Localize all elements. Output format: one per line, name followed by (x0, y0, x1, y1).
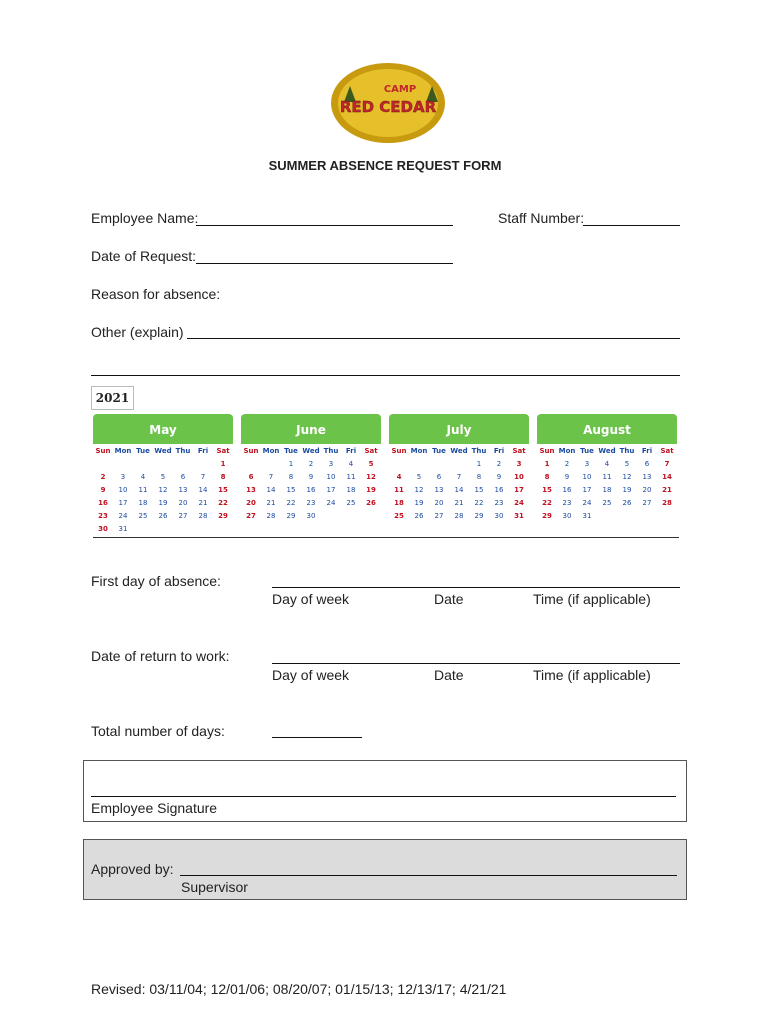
calendar-weekday: Wed (154, 447, 172, 455)
signature-label: Employee Signature (91, 800, 218, 816)
calendar-day: 21 (454, 499, 464, 507)
calendar-weekday: Thu (619, 447, 635, 455)
calendar-day: 9 (308, 473, 314, 481)
calendar-day: 10 (514, 473, 524, 481)
calendar-day: 13 (178, 486, 188, 494)
calendar-month-header: May (93, 414, 233, 444)
calendar-weekday: Wed (598, 447, 616, 455)
calendar-day: 26 (366, 499, 376, 507)
calendar-day: 8 (476, 473, 482, 481)
approved-by-field[interactable] (180, 875, 677, 876)
calendar-month-july (389, 414, 529, 523)
calendar-day: 27 (246, 512, 256, 520)
calendar-day: 22 (542, 499, 552, 507)
calendar-grid (241, 444, 381, 523)
calendar-day: 23 (494, 499, 504, 507)
return-day-day-of-week: Day of week (272, 667, 350, 683)
calendar-blank (173, 458, 193, 471)
calendar-day: 24 (582, 499, 592, 507)
approved-by-label: Approved by: (91, 861, 174, 877)
calendar-day: 11 (602, 473, 612, 481)
calendar-day: 17 (582, 486, 592, 494)
calendar-day: 29 (218, 512, 228, 520)
supervisor-label: Supervisor (181, 879, 248, 895)
calendar-day: 7 (268, 473, 274, 481)
calendar-weekday: Sat (364, 447, 378, 455)
calendar-day: 27 (434, 512, 444, 520)
calendar-day: 22 (286, 499, 296, 507)
calendar-day: 11 (346, 473, 356, 481)
calendar-day: 20 (434, 499, 444, 507)
reason-label: Reason for absence: (91, 286, 221, 302)
calendar-day: 12 (622, 473, 632, 481)
return-day-time: Time (if applicable) (533, 667, 651, 683)
calendar-day: 19 (622, 486, 632, 494)
calendar-day: 9 (100, 486, 106, 494)
calendar-day: 1 (220, 460, 226, 468)
calendar-rule (93, 537, 679, 538)
calendar-day: 27 (642, 499, 652, 507)
calendar-day: 3 (120, 473, 126, 481)
calendar-day: 26 (158, 512, 168, 520)
calendar-month-august (537, 414, 677, 523)
calendar-day: 3 (584, 460, 590, 468)
first-day-label: First day of absence: (91, 573, 221, 589)
calendar-day: 8 (288, 473, 294, 481)
calendar-day: 19 (158, 499, 168, 507)
calendar-day: 23 (306, 499, 316, 507)
calendar-weekday: Fri (493, 447, 505, 455)
calendar-weekday: Mon (558, 447, 576, 455)
calendar-blank (409, 458, 429, 471)
first-day-time: Time (if applicable) (533, 591, 651, 607)
logo-text-camp: CAMP (383, 84, 417, 95)
calendar-day: 13 (246, 486, 256, 494)
calendar-day: 30 (306, 512, 316, 520)
calendar-day: 10 (326, 473, 336, 481)
calendar-day: 9 (564, 473, 570, 481)
calendar-weekday: Thu (471, 447, 487, 455)
form-title: SUMMER ABSENCE REQUEST FORM (268, 158, 502, 173)
calendar-weekday: Sun (391, 447, 407, 455)
calendar-day: 14 (198, 486, 208, 494)
calendar-day: 22 (218, 499, 228, 507)
calendar-grid (389, 444, 529, 523)
total-days-field[interactable] (272, 737, 362, 738)
calendar-day: 28 (266, 512, 276, 520)
total-days-label: Total number of days: (91, 723, 225, 739)
other-explain-field-line2[interactable] (91, 375, 680, 376)
calendar-weekday: Thu (175, 447, 191, 455)
calendar-day: 26 (622, 499, 632, 507)
calendar-weekday: Fri (345, 447, 357, 455)
calendar-day: 28 (662, 499, 672, 507)
calendar-day: 31 (514, 512, 524, 520)
calendar-day: 31 (118, 525, 128, 533)
calendar-year: 2021 (91, 386, 134, 410)
calendar-day: 15 (286, 486, 296, 494)
calendar-day: 17 (514, 486, 524, 494)
calendar-month-header: June (241, 414, 381, 444)
calendar-day: 28 (454, 512, 464, 520)
calendar-day: 3 (328, 460, 334, 468)
calendar-month-may (93, 414, 233, 536)
calendar-day: 13 (434, 486, 444, 494)
calendar-day: 18 (394, 499, 404, 507)
calendar-day: 16 (494, 486, 504, 494)
calendar-day: 15 (542, 486, 552, 494)
calendar-day: 2 (308, 460, 314, 468)
calendar-day: 2 (496, 460, 502, 468)
calendar-grid (93, 444, 233, 536)
calendar-day: 24 (326, 499, 336, 507)
calendar-day: 6 (644, 460, 650, 468)
calendar-blank (389, 458, 409, 471)
calendar-blank (429, 458, 449, 471)
calendar-day: 30 (98, 525, 108, 533)
calendar-weekday: Tue (284, 447, 298, 455)
other-explain-label: Other (explain) (91, 324, 184, 340)
calendar-day: 25 (602, 499, 612, 507)
calendar-day: 25 (346, 499, 356, 507)
calendar-day: 6 (248, 473, 254, 481)
calendar-day: 13 (642, 473, 652, 481)
calendar-day: 9 (496, 473, 502, 481)
calendar-day: 20 (642, 486, 652, 494)
calendar-weekday: Fri (641, 447, 653, 455)
calendar-day: 27 (178, 512, 188, 520)
calendar-weekday: Sun (95, 447, 111, 455)
calendar-weekday: Mon (410, 447, 428, 455)
calendar-day: 25 (394, 512, 404, 520)
calendar-day: 23 (98, 512, 108, 520)
calendar-blank (133, 458, 153, 471)
calendar-day: 1 (544, 460, 550, 468)
calendar-day: 25 (138, 512, 148, 520)
calendar-day: 19 (366, 486, 376, 494)
employee-name-label: Employee Name: (91, 210, 199, 226)
camp-red-cedar-logo (330, 62, 446, 144)
calendar-day: 1 (476, 460, 482, 468)
calendar-weekday: Sat (660, 447, 674, 455)
calendar-weekday: Sat (512, 447, 526, 455)
calendar-day: 30 (494, 512, 504, 520)
date-of-request-field[interactable] (196, 263, 453, 264)
calendar-day: 29 (542, 512, 552, 520)
calendar-weekday: Tue (580, 447, 594, 455)
calendar-weekday: Sat (216, 447, 230, 455)
calendar-weekday: Mon (114, 447, 132, 455)
calendar-day: 14 (266, 486, 276, 494)
calendar-blank (153, 458, 173, 471)
calendar-weekday: Tue (432, 447, 446, 455)
calendar-day: 12 (414, 486, 424, 494)
calendar-day: 23 (562, 499, 572, 507)
calendar-day: 31 (582, 512, 592, 520)
staff-number-label: Staff Number: (498, 210, 585, 226)
calendar-day: 5 (624, 460, 630, 468)
calendar-day: 6 (436, 473, 442, 481)
calendar-day: 7 (664, 460, 670, 468)
calendar-day: 2 (564, 460, 570, 468)
first-day-field[interactable] (272, 587, 680, 588)
calendar-day: 21 (266, 499, 276, 507)
calendar-day: 10 (582, 473, 592, 481)
calendar-day: 17 (118, 499, 128, 507)
calendar-month-header: August (537, 414, 677, 444)
calendar-weekday: Wed (302, 447, 320, 455)
calendar-weekday: Tue (136, 447, 150, 455)
employee-name-field[interactable] (196, 225, 453, 226)
calendar-day: 12 (158, 486, 168, 494)
calendar-day: 20 (178, 499, 188, 507)
calendar-day: 30 (562, 512, 572, 520)
calendar-grid (537, 444, 677, 523)
calendar-day: 8 (220, 473, 226, 481)
calendar-day: 21 (662, 486, 672, 494)
calendar-blank (193, 458, 213, 471)
calendar-day: 4 (140, 473, 146, 481)
calendar-day: 29 (286, 512, 296, 520)
calendar-day: 24 (514, 499, 524, 507)
calendar-weekday: Mon (262, 447, 280, 455)
calendar-month-header: July (389, 414, 529, 444)
calendar-day: 12 (366, 473, 376, 481)
calendar-day: 6 (180, 473, 186, 481)
calendar-weekday: Thu (323, 447, 339, 455)
calendar-weekday: Sun (243, 447, 259, 455)
calendar-day: 19 (414, 499, 424, 507)
calendar-day: 7 (456, 473, 462, 481)
date-of-request-label: Date of Request: (91, 248, 197, 264)
calendar-day: 29 (474, 512, 484, 520)
first-day-date: Date (434, 591, 464, 607)
approval-box (83, 839, 687, 900)
calendar-day: 16 (306, 486, 316, 494)
calendar-weekday: Fri (197, 447, 209, 455)
calendar-day: 10 (118, 486, 128, 494)
calendar-day: 11 (138, 486, 148, 494)
calendar-day: 1 (288, 460, 294, 468)
calendar-day: 4 (348, 460, 354, 468)
calendar-day: 4 (604, 460, 610, 468)
signature-field[interactable] (91, 796, 676, 797)
calendar-day: 16 (562, 486, 572, 494)
first-day-day-of-week: Day of week (272, 591, 350, 607)
calendar-day: 18 (346, 486, 356, 494)
calendar-blank (241, 458, 261, 471)
calendar-month-june (241, 414, 381, 523)
calendar-day: 24 (118, 512, 128, 520)
calendar-day: 20 (246, 499, 256, 507)
calendar-blank (449, 458, 469, 471)
calendar-day: 5 (160, 473, 166, 481)
return-day-date: Date (434, 667, 464, 683)
staff-number-field[interactable] (583, 225, 680, 226)
logo-text-red-cedar: RED CEDAR (339, 98, 437, 116)
calendar-day: 21 (198, 499, 208, 507)
calendar-blank (113, 458, 133, 471)
calendar-weekday: Wed (450, 447, 468, 455)
calendar-day: 11 (394, 486, 404, 494)
other-explain-field[interactable] (187, 338, 680, 339)
return-day-label: Date of return to work: (91, 648, 230, 664)
calendar-day: 5 (368, 460, 374, 468)
calendar-blank (261, 458, 281, 471)
calendar-weekday: Sun (539, 447, 555, 455)
calendar-blank (93, 458, 113, 471)
calendar-day: 5 (416, 473, 422, 481)
revised-dates: Revised: 03/11/04; 12/01/06; 08/20/07; 01/15/13; 12/13/17; 4/21/21 (91, 981, 507, 997)
calendar-day: 4 (396, 473, 402, 481)
calendar-day: 2 (100, 473, 106, 481)
calendar-day: 15 (474, 486, 484, 494)
calendar-day: 18 (138, 499, 148, 507)
calendar-day: 16 (98, 499, 108, 507)
calendar-day: 7 (200, 473, 206, 481)
calendar-day: 3 (516, 460, 522, 468)
calendar-day: 14 (662, 473, 672, 481)
calendar-day: 22 (474, 499, 484, 507)
calendar-day: 18 (602, 486, 612, 494)
calendar-day: 8 (544, 473, 550, 481)
return-day-field[interactable] (272, 663, 680, 664)
calendar-day: 26 (414, 512, 424, 520)
calendar-day: 28 (198, 512, 208, 520)
calendar-day: 17 (326, 486, 336, 494)
calendar-day: 15 (218, 486, 228, 494)
calendar-day: 14 (454, 486, 464, 494)
